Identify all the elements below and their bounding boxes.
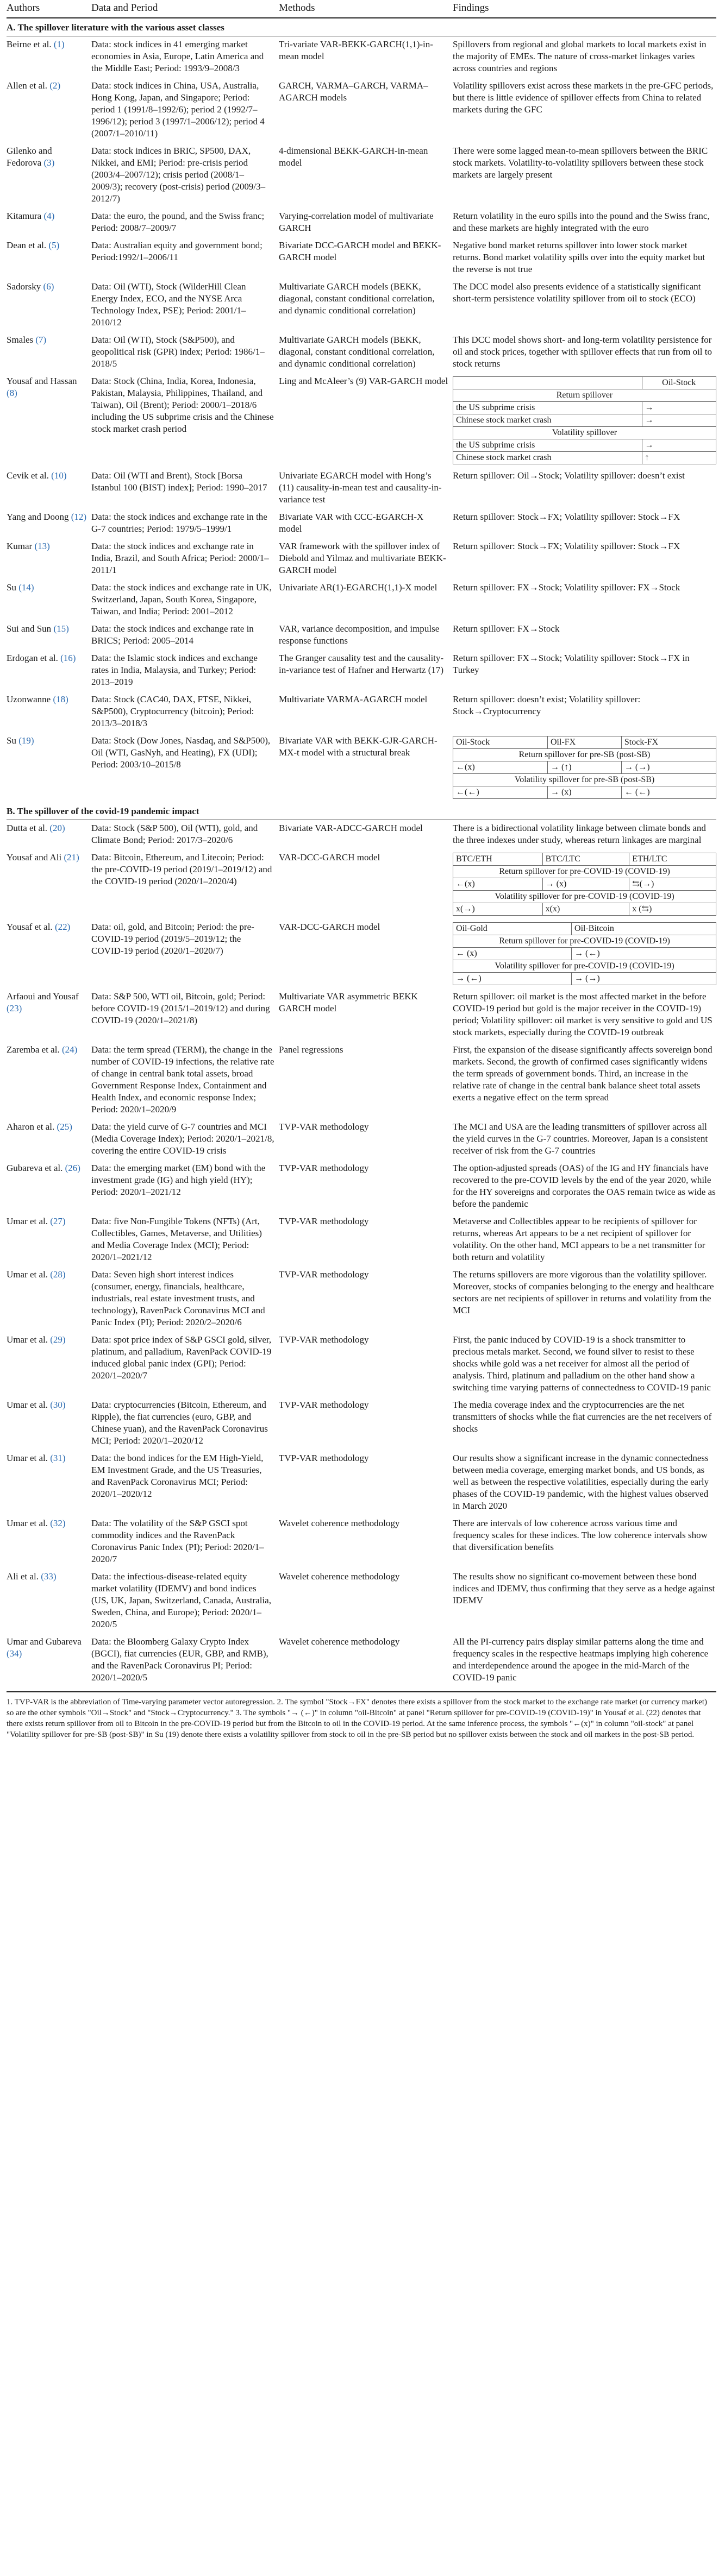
yousaf-oil-spillover-table: [453, 922, 716, 985]
findings-cell: There were some lagged mean-to-mean spillovers between the BRIC stock markets. Volatility-to-volatility spillovers between these stock markets are largely present: [453, 146, 708, 180]
author-name: Aharon et al.: [7, 1122, 55, 1132]
author-cell: [7, 240, 87, 275]
reference-link[interactable]: (32): [50, 1518, 66, 1528]
data-period-cell: Data: the euro, the pound, and the Swiss franc; Period: 2008/7–2009/7: [91, 211, 265, 233]
table-row: [7, 332, 716, 373]
table-row: [7, 237, 716, 279]
author-cell: [7, 334, 87, 370]
findings-cell: Return spillover: Stock→FX; Volatility spillover: Stock→FX: [453, 512, 680, 522]
findings-cell: Volatility spillovers exist across these markets in the pre-GFC periods, but there is little evidence of spillover effects from China to related markets during the GFC: [453, 80, 714, 115]
cell: → (←): [572, 948, 716, 960]
data-period-cell: Data: Bitcoin, Ethereum, and Litecoin; Period: the pre-COVID-19 period (2019/1–2019/12) and the COVID-19 period (2020/1–2020/4): [91, 852, 272, 886]
cell: BTC/LTC: [542, 853, 629, 866]
reference-link[interactable]: (31): [50, 1453, 66, 1463]
findings-cell: The results show no significant co-movement between these bond indices and IDEMV, thus confirming that they serve as a hedge against IDEMV: [453, 1571, 715, 1605]
author-name: Dutta et al.: [7, 823, 48, 833]
author-cell: [7, 145, 87, 205]
reference-link[interactable]: (7): [35, 335, 47, 345]
reference-link[interactable]: (16): [60, 653, 76, 663]
table-row: [7, 988, 716, 1042]
data-period-cell: Data: S&P 500, WTI oil, Bitcoin, gold; Period: before COVID-19 (2015/1–2019/12) and during COVID-19 (2020/1–2021/8): [91, 991, 270, 1025]
reference-link[interactable]: (33): [41, 1571, 57, 1582]
findings-cell: The MCI and USA are the leading transmitters of spillover across all the yield curves in the G-7 countries. Moreover, Japan is a consistent receiver of risk from the G-7 countries: [453, 1122, 708, 1156]
findings-cell: Return spillover: Oil→Stock; Volatility spillover: doesn’t exist: [453, 470, 685, 481]
data-period-cell: Data: Oil (WTI), Stock (WilderHill Clean Energy Index, ECO, and the NYSE Arca Technology Index, PSE); Period: 2001/1–2010/12: [91, 281, 246, 327]
findings-cell: Return spillover: Stock→FX; Volatility spillover: Stock→FX: [453, 541, 680, 551]
reference-link[interactable]: (10): [51, 470, 67, 481]
cell: → (→): [572, 973, 716, 985]
methods-cell: TVP-VAR methodology: [279, 1122, 369, 1132]
data-period-cell: Data: oil, gold, and Bitcoin; Period: the pre-COVID-19 period (2019/5–2019/12; the COVID-19 period (2020/1–2020/7): [91, 922, 254, 956]
reference-link[interactable]: (30): [50, 1400, 66, 1410]
table-row: [7, 36, 716, 78]
author-name: Umar et al.: [7, 1334, 48, 1345]
cell: Chinese stock market crash: [453, 414, 642, 427]
reference-link[interactable]: (20): [49, 823, 65, 833]
reference-link[interactable]: (3): [43, 158, 55, 168]
methods-cell: Multivariate GARCH models (BEKK, diagonal, constant conditional correlation, and dynamic conditional correlation): [279, 335, 435, 369]
findings-cell: [448, 375, 716, 464]
author-name: Umar et al.: [7, 1400, 48, 1410]
methods-cell: TVP-VAR methodology: [279, 1216, 369, 1226]
header-methods: Methods: [279, 2, 315, 14]
author-cell: [7, 1215, 87, 1263]
data-period-cell: Data: the stock indices and exchange rate in BRICS; Period: 2005–2014: [91, 623, 254, 646]
table-row: [7, 1569, 716, 1634]
reference-link[interactable]: (34): [7, 1648, 22, 1659]
table-row: [7, 1213, 716, 1267]
table-row: [7, 373, 716, 468]
author-cell: [7, 1517, 87, 1565]
author-cell: [7, 1334, 87, 1394]
table-row: [7, 1160, 716, 1213]
table-row: [7, 1397, 716, 1450]
data-period-cell: Data: the yield curve of G-7 countries and MCI (Media Coverage Index); Period: 2020/1–2021/8, covering the entire COVID-19 crisis: [91, 1122, 274, 1156]
cell: the US subprime crisis: [453, 439, 642, 452]
reference-link[interactable]: (8): [7, 388, 17, 398]
cell: → (←): [453, 973, 572, 985]
header-authors: Authors: [7, 2, 40, 14]
author-cell: [7, 694, 87, 729]
author-name: Umar et al.: [7, 1216, 48, 1226]
reference-link[interactable]: (26): [65, 1163, 80, 1173]
cell: Return spillover for pre-SB (post-SB): [453, 749, 716, 761]
author-name: Umar et al.: [7, 1453, 48, 1463]
reference-link[interactable]: (6): [43, 281, 54, 292]
author-cell: [7, 852, 87, 916]
author-name: Su: [7, 735, 16, 746]
cell: ←(x): [453, 761, 548, 774]
author-name: Ali et al.: [7, 1571, 39, 1582]
footnote: 1. TVP-VAR is the abbreviation of Time-varying parameter vector autoregression. 2. The symbol "Stock→FX" denotes there exists a spillover from the stock market to the exchange rate market (or currency market) so are the other symbols "Oil→Stock" and "Stock→Cryptocurrency." 3. The symbols "→ (←)" in column "oil-Bitcoin" at panel "Return spillover for pre-COVID-19 (COVID-19)" in Yousaf et al. (22) denotes that there exists return spillover from oil to Bitcoin in the pre-COVID-19 period but from the Bitcoin to oil in the COVID-19 period. At the same inference process, the symbols "←(x)" in column "oil-stock" at panel "Volatility spillover for pre-SB (post-SB)" in Su (19) denote there exists a volatility spillover from stock to oil in the pre-SB period but no spillover exists between the stock and oil markets in the post-SB period.: [7, 1691, 716, 1740]
cell: BTC/ETH: [453, 853, 543, 866]
cell: Return spillover for pre-COVID-19 (COVID-19): [453, 935, 716, 948]
findings-cell: [448, 921, 716, 985]
reference-link[interactable]: (2): [49, 80, 61, 91]
author-cell: [7, 1044, 87, 1116]
cell: ←(x): [453, 878, 543, 891]
cell: → (→): [621, 761, 716, 774]
methods-cell: Varying-correlation model of multivariate GARCH: [279, 211, 434, 233]
reference-link[interactable]: (22): [54, 922, 71, 932]
reference-link[interactable]: (13): [34, 541, 50, 551]
author-cell: [7, 652, 87, 688]
cell: Volatility spillover: [453, 427, 716, 439]
findings-cell: [448, 735, 716, 799]
author-cell: [7, 735, 87, 799]
author-name: Kitamura: [7, 211, 42, 221]
methods-cell: The Granger causality test and the causality-in-variance test of Hafner and Herwartz (17): [279, 653, 444, 675]
cell: Volatility spillover for pre-SB (post-SB): [453, 774, 716, 786]
cell: → (x): [547, 786, 621, 799]
table-row: [7, 733, 716, 802]
author-cell: [7, 921, 87, 985]
methods-cell: TVP-VAR methodology: [279, 1400, 369, 1410]
author-cell: [7, 1571, 87, 1630]
author-name: Su: [7, 582, 16, 593]
author-name: Allen et al.: [7, 80, 48, 91]
author-cell: [7, 822, 87, 846]
data-period-cell: Data: Stock (S&P 500), Oil (WTI), gold, and Climate Bond; Period: 2017/3–2020/6: [91, 823, 258, 845]
methods-cell: Bivariate DCC-GARCH model and BEKK-GARCH model: [279, 240, 441, 262]
table-row: [7, 538, 716, 580]
author-cell: [7, 1452, 87, 1512]
author-name: Smales: [7, 335, 34, 345]
author-name: Arfaoui and Yousaf: [7, 991, 79, 1002]
data-period-cell: Data: the stock indices and exchange rate in India, Brazil, and South Africa; Period: 2000/1–2011/1: [91, 541, 269, 575]
reference-link[interactable]: (5): [48, 240, 60, 250]
data-period-cell: Data: the bond indices for the EM High-Yield, EM Investment Grade, and the US Treasuries, and RavenPack Coronavirus MCI; Period: 2020/1–2020/12: [91, 1453, 264, 1499]
author-cell: [7, 39, 87, 74]
methods-cell: VAR, variance decomposition, and impulse response functions: [279, 623, 440, 646]
methods-cell: Multivariate VAR asymmetric BEKK GARCH model: [279, 991, 418, 1013]
author-cell: [7, 210, 87, 234]
author-name: Kumar: [7, 541, 33, 551]
data-period-cell: Data: the stock indices and exchange rate in the G-7 countries; Period: 1979/5–1999/1: [91, 512, 267, 534]
reference-link[interactable]: (21): [64, 852, 79, 862]
methods-cell: Univariate EGARCH model with Hong’s (11) causality-in-mean test and causality-in-variance test: [279, 470, 442, 505]
cell: ←(←): [453, 786, 548, 799]
findings-cell: Return volatility in the euro spills into the pound and the Swiss franc, and these markets are highly integrated with the euro: [453, 211, 710, 233]
data-period-cell: Data: the stock indices and exchange rate in UK, Switzerland, Japan, South Korea, Singapore, Taiwan, and India; Period: 2001–2012: [91, 582, 272, 616]
cell: Volatility spillover for pre-COVID-19 (COVID-19): [453, 960, 716, 973]
author-name: Uzonwanne: [7, 694, 51, 704]
findings-cell: Spillovers from regional and global markets to local markets exist in the majority of EMEs. The nature of cross-market linkages varies across countries and regions: [453, 39, 707, 73]
methods-cell: VAR-DCC-GARCH model: [279, 922, 380, 932]
data-period-cell: Data: Australian equity and government bond; Period:1992/1–2006/11: [91, 240, 262, 262]
table-row: [7, 820, 716, 849]
author-name: Umar et al.: [7, 1518, 48, 1528]
cell: →: [642, 414, 716, 427]
table-row: [7, 1119, 716, 1160]
author-name: Dean et al.: [7, 240, 47, 250]
methods-cell: GARCH, VARMA–GARCH, VARMA–AGARCH models: [279, 80, 428, 103]
cell: →: [642, 439, 716, 452]
data-period-cell: Data: stock indices in BRIC, SP500, DAX, Nikkei, and EMI; Period: pre-crisis period (2003/4–2007/12); crisis period (2008/1–2009/3); recovery (post-crisis) period (2009/3–2012/7): [91, 146, 266, 204]
table-row: [7, 691, 716, 733]
table-row: [7, 468, 716, 509]
methods-cell: TVP-VAR methodology: [279, 1453, 369, 1463]
author-cell: [7, 1399, 87, 1447]
author-cell: [7, 1121, 87, 1157]
findings-cell: The returns spillovers are more vigorous than the volatility spillover. Moreover, stocks of companies belonging to the energy and healthcare sectors are net recipients of spillover in returns and volatility from the MCI: [453, 1269, 714, 1315]
author-cell: [7, 991, 87, 1038]
author-name: Erdogan et al.: [7, 653, 58, 663]
author-cell: [7, 1162, 87, 1210]
author-name: Yousaf and Ali: [7, 852, 62, 862]
table-row: [7, 849, 716, 919]
data-period-cell: Data: the term spread (TERM), the change in the number of COVID-19 infections, the relative rate of change in central bank total assets, broad Government Response Index, Containment and Health Index, and economic response Index; Period: 2020/1–2020/9: [91, 1044, 274, 1114]
table-row: [7, 1634, 716, 1687]
table-row: [7, 919, 716, 988]
methods-cell: Tri-variate VAR-BEKK-GARCH(1,1)-in-mean model: [279, 39, 433, 61]
cell: Chinese stock market crash: [453, 452, 642, 464]
yousaf-hassan-spillover-table: [453, 376, 716, 464]
cell: ETH/LTC: [629, 853, 716, 866]
table-row: [7, 1450, 716, 1515]
author-name: Cevik et al.: [7, 470, 49, 481]
cell: Stock-FX: [621, 736, 716, 749]
cell: Oil-Stock: [453, 736, 548, 749]
table-row: [7, 143, 716, 208]
findings-cell: Return spillover: FX→Stock; Volatility spillover: FX→Stock: [453, 582, 680, 593]
reference-link[interactable]: (18): [53, 694, 68, 704]
yousaf-ali-spillover-table: [453, 853, 716, 916]
author-cell: [7, 511, 87, 535]
author-cell: [7, 623, 87, 647]
data-period-cell: Data: the emerging market (EM) bond with the investment grade (IG) and high yield (HY); Period: 2020/1–2021/12: [91, 1163, 266, 1197]
methods-cell: Multivariate VARMA-AGARCH model: [279, 694, 428, 704]
author-cell: [7, 540, 87, 576]
author-cell: [7, 582, 87, 618]
cell: Oil-Stock: [642, 377, 716, 389]
methods-cell: Bivariate VAR with CCC-EGARCH-X model: [279, 512, 424, 534]
table-row: [7, 1515, 716, 1569]
cell: the US subprime crisis: [453, 402, 642, 414]
cell: x (⇆): [629, 903, 716, 916]
author-cell: [7, 80, 87, 140]
cell: → (x): [542, 878, 629, 891]
data-period-cell: Data: cryptocurrencies (Bitcoin, Ethereum, and Ripple), the fiat currencies (euro, GBP, and Chinese yuan), and the RavenPack Coronavirus MCI; Period: 2020/1–2020/12: [91, 1400, 268, 1446]
findings-cell: Return spillover: FX→Stock; Volatility spillover: Stock→FX in Turkey: [453, 653, 690, 675]
data-period-cell: Data: Stock (Dow Jones, Nasdaq, and S&P500), Oil (WTI, GasNyh, and Heating), FX (UDI); Period: 2003/10–2015/8: [91, 735, 271, 770]
methods-cell: VAR-DCC-GARCH model: [279, 852, 380, 862]
table-row: [7, 621, 716, 650]
section-a-rows: [7, 36, 716, 802]
methods-cell: 4-dimensional BEKK-GARCH-in-mean model: [279, 146, 428, 168]
table-row: [7, 650, 716, 691]
data-period-cell: Data: Seven high short interest indices (consumer, energy, financials, healthcare, industrials, real estate investment trusts, and technology), RavenPack Coronavirus MCI and Panic Index (PI); Period: 2020/2–2020/6: [91, 1269, 265, 1327]
findings-cell: The DCC model also presents evidence of a statistically significant short-term persistence volatility spillover from oil to stock (ECO): [453, 281, 701, 304]
table-row: [7, 1042, 716, 1119]
methods-cell: Wavelet coherence methodology: [279, 1518, 400, 1528]
data-period-cell: Data: the Bloomberg Galaxy Crypto Index (BGCI), fiat currencies (EUR, GBP, and RMB), and the RavenPack Coronavirus PI; Period: 2020/1–2020/5: [91, 1636, 268, 1683]
findings-cell: First, the expansion of the disease significantly affects sovereign bond markets. Second, the growth of confirmed cases significantly widens the term spreads of government bonds. Third, an increase in the relative rate of change in the central bank balance sheet total assets exerts a negative effect on the term spread: [453, 1044, 712, 1103]
table-row: [7, 279, 716, 332]
data-period-cell: Data: stock indices in 41 emerging market economies in Asia, Europe, Latin America and the Middle East; Period: 1993/9–2008/3: [91, 39, 264, 73]
reference-link[interactable]: (28): [50, 1269, 66, 1280]
findings-cell: Negative bond market returns spillover into lower stock market returns. Bond market volatility spills over into the equity market but the reverse is not true: [453, 240, 705, 274]
findings-cell: [448, 852, 716, 916]
methods-cell: Bivariate VAR with BEKK-GJR-GARCH-MX-t model with a structural break: [279, 735, 438, 758]
author-name: Yang and Doong: [7, 512, 69, 522]
reference-link[interactable]: (24): [61, 1044, 78, 1055]
section-b-title: B. The spillover of the covid-19 pandemic impact: [7, 802, 716, 820]
reference-link[interactable]: (12): [71, 512, 87, 522]
findings-cell: This DCC model shows short- and long-term volatility persistence for oil and stock prices, together with spillover effects that run from oil to stock returns: [453, 335, 712, 369]
methods-cell: Multivariate GARCH models (BEKK, diagonal, constant conditional correlation, and dynamic conditional correlation): [279, 281, 435, 316]
methods-cell: Bivariate VAR-ADCC-GARCH model: [279, 823, 423, 833]
methods-cell: Ling and McAleer’s (9) VAR-GARCH model: [279, 376, 448, 386]
author-name: Beirne et al.: [7, 39, 52, 49]
data-period-cell: Data: the Islamic stock indices and exchange rates in India, Malaysia, and Turkey; Period: 2013–2019: [91, 653, 258, 687]
data-period-cell: Data: the infectious-disease-related equity market volatility (IDEMV) and bond indices (US, UK, Japan, Switzerland, Canada, Australia, Sweden, China, and Europe); Period: 2020/1–2020/5: [91, 1571, 271, 1629]
data-period-cell: Data: spot price index of S&P GSCI gold, silver, platinum, and palladium, RavenPack COVID-19 induced global panic index (GPI); Period: 2020/1–2020/7: [91, 1334, 272, 1381]
author-name: Yousaf and Hassan: [7, 376, 77, 386]
section-a-title: A. The spillover literature with the various asset classes: [7, 18, 716, 36]
cell: →: [642, 402, 716, 414]
su-spillover-table: [453, 736, 716, 799]
methods-cell: TVP-VAR methodology: [279, 1334, 369, 1345]
author-cell: [7, 375, 87, 464]
findings-cell: First, the panic induced by COVID-19 is a shock transmitter to precious metals market. Second, we found silver to resist to these shocks while gold was a net receiver for almost all the period of analysis. Third, platinum and palladium on the other hand show a switching time varying patterns of connectedness to COVID-19 panic: [453, 1334, 711, 1393]
findings-cell: The option-adjusted spreads (OAS) of the IG and HY financials have recovered to the pre-COVID levels by the end of the year 2020, while for the HY sovereigns and corporates the OAS remain twice as wide as before the pandemic: [453, 1163, 716, 1209]
data-period-cell: Data: The volatility of the S&P GSCI spot commodity indices and the RavenPack Coronavirus Panic Index (PI); Period: 2020/1–2020/7: [91, 1518, 264, 1564]
reference-link[interactable]: (27): [50, 1216, 66, 1226]
author-name: Gilenko and Fedorova: [7, 146, 52, 168]
table-header: [7, 0, 716, 18]
author-name: Sui and Sun: [7, 623, 52, 634]
author-cell: [7, 470, 87, 506]
author-cell: [7, 1636, 87, 1684]
cell: ↑: [642, 452, 716, 464]
cell: Return spillover for pre-COVID-19 (COVID-19): [453, 866, 716, 878]
table-row: [7, 509, 716, 538]
cell: Oil-Bitcoin: [572, 923, 716, 935]
data-period-cell: Data: Stock (CAC40, DAX, FTSE, Nikkei, S&P500), Cryptocurrency (bitcoin); Period: 2013/3–2018/3: [91, 694, 254, 728]
findings-cell: Return spillover: FX→Stock: [453, 623, 560, 634]
reference-link[interactable]: (25): [57, 1122, 72, 1132]
author-name: Gubareva et al.: [7, 1163, 63, 1173]
table-row: [7, 580, 716, 621]
methods-cell: Univariate AR(1)-EGARCH(1,1)-X model: [279, 582, 438, 593]
cell: x(x): [542, 903, 629, 916]
table-row: [7, 208, 716, 237]
header-findings: Findings: [453, 2, 489, 14]
reference-link[interactable]: (14): [18, 582, 34, 593]
methods-cell: TVP-VAR methodology: [279, 1269, 369, 1280]
author-name: Umar et al.: [7, 1269, 48, 1280]
cell: Oil-FX: [547, 736, 621, 749]
reference-link[interactable]: (4): [43, 211, 55, 221]
findings-cell: Our results show a significant increase in the dynamic connectedness between media coverage, emerging market bonds, and US bonds, as well as between the respective volatilities, especially during the early phases of the COVID-19 pandemic, with the highest values observed in March 2020: [453, 1453, 709, 1511]
findings-cell: The media coverage index and the cryptocurrencies are the net transmitters of shocks while the fiat currencies are the net receivers of shocks: [453, 1400, 712, 1434]
data-period-cell: Data: Oil (WTI and Brent), Stock [Borsa Istanbul 100 (BIST) index]; Period: 1990–2017: [91, 470, 267, 493]
cell: → (↑): [547, 761, 621, 774]
methods-cell: VAR framework with the spillover index of Diebold and Yilmaz and multivariate BEKK-GARCH model: [279, 541, 446, 575]
cell: ← (←): [621, 786, 716, 799]
cell: Return spillover: [453, 389, 716, 402]
findings-cell: Return spillover: doesn’t exist; Volatility spillover: Stock→Cryptocurrency: [453, 694, 641, 716]
author-name: Yousaf et al.: [7, 922, 53, 932]
methods-cell: Wavelet coherence methodology: [279, 1571, 400, 1582]
methods-cell: Panel regressions: [279, 1044, 343, 1055]
data-period-cell: Data: Oil (WTI), Stock (S&P500), and geopolitical risk (GPR) index; Period: 1986/1–2018/5: [91, 335, 265, 369]
reference-link[interactable]: (1): [53, 39, 65, 49]
cell: ⇆(→): [629, 878, 716, 891]
author-name: Umar and Gubareva: [7, 1636, 82, 1647]
findings-cell: There is a bidirectional volatility linkage between climate bonds and the three indexes under study, whereas return linkages are marginal: [453, 823, 706, 845]
author-cell: [7, 1269, 87, 1328]
author-cell: [7, 281, 87, 329]
methods-cell: Wavelet coherence methodology: [279, 1636, 400, 1647]
findings-cell: There are intervals of low coherence across various time and frequency scales for these indices. The low coherence intervals show that diversification benefits: [453, 1518, 708, 1552]
reference-link[interactable]: (29): [50, 1334, 66, 1345]
section-b-rows: [7, 820, 716, 1687]
findings-cell: Return spillover: oil market is the most affected market in the before COVID-19 period but gold is the major receiver in the COVID-19) period; Volatility spillover: oil market is very sensitive to gold and US stock markets, especially during the COVID-19 outbreak: [453, 991, 712, 1037]
data-period-cell: Data: Stock (China, India, Korea, Indonesia, Pakistan, Malaysia, Philippines, Thailand, and Taiwan), Oil (Brent); Period: 2000/1–2018/6 including the US subprime crisis and the Chinese stock market crash period: [91, 376, 274, 434]
cell: Oil-Gold: [453, 923, 572, 935]
reference-link[interactable]: (19): [18, 735, 34, 746]
table-row: [7, 78, 716, 143]
author-name: Zaremba et al.: [7, 1044, 60, 1055]
reference-link[interactable]: (15): [53, 623, 69, 634]
header-data-period: Data and Period: [91, 2, 158, 14]
reference-link[interactable]: (23): [7, 1003, 22, 1013]
table-row: [7, 1267, 716, 1332]
methods-cell: TVP-VAR methodology: [279, 1163, 369, 1173]
findings-cell: Metaverse and Collectibles appear to be recipients of spillover for returns, whereas Art appears to be a net recipient of spillover for volatility. On the other hand, MCI appears to be a net transmitter for both return and volatility: [453, 1216, 705, 1262]
findings-cell: All the PI-currency pairs display similar patterns along the time and frequency scales in the respective heatmaps implying high coherence and interdependence around the apogee in the mid-March of the COVID-19 panic: [453, 1636, 709, 1683]
cell: Volatility spillover for pre-COVID-19 (COVID-19): [453, 891, 716, 903]
author-name: Sadorsky: [7, 281, 41, 292]
cell: x(→): [453, 903, 543, 916]
data-period-cell: Data: stock indices in China, USA, Australia, Hong Kong, Japan, and Singapore; Period: period 1 (1991/8–1992/6); period 2 (1992/7–1996/12); period 3 (1997/1–2006/12); period 4 (2007/1–2010/11): [91, 80, 265, 138]
data-period-cell: Data: five Non-Fungible Tokens (NFTs) (Art, Collectibles, Games, Metaverse, and Utilities) and Media Coverage Index (MCI); Period: 2020/1–2021/12: [91, 1216, 262, 1262]
cell: ← (x): [453, 948, 572, 960]
table-row: [7, 1332, 716, 1397]
